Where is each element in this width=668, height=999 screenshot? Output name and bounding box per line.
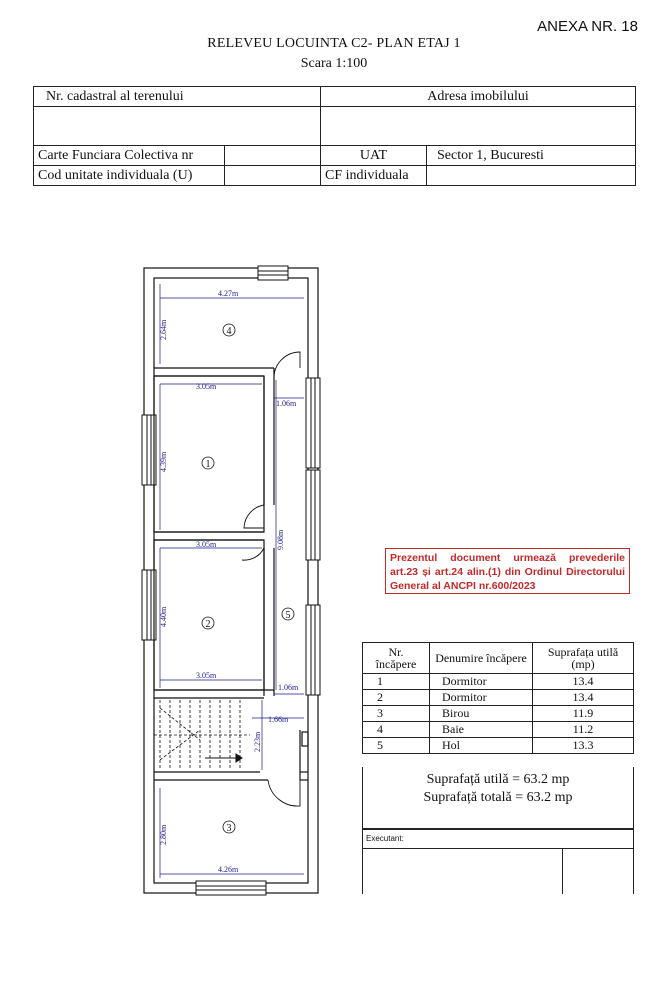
dim-305-c: 3.05m xyxy=(196,671,217,680)
dimension-lines xyxy=(160,284,304,878)
executant-label: Executant: xyxy=(362,829,634,849)
stairs-arrow xyxy=(205,754,242,762)
executant-divider xyxy=(562,849,563,894)
dim-305-b: 3.05m xyxy=(196,540,217,549)
scale-label: Scara 1:100 xyxy=(300,56,368,71)
uat-label: UAT xyxy=(321,146,427,166)
dim-426: 4.26m xyxy=(218,865,239,874)
dim-223: 2.23m xyxy=(253,731,262,752)
room-marker-5: 5 xyxy=(285,610,291,621)
suprafata-utila: Suprafață utilă = 63.2 mp xyxy=(426,772,570,787)
room-marker-4: 4 xyxy=(226,326,232,337)
dim-280: 2.80m xyxy=(159,824,168,845)
table-row: 5 Hol 13.3 xyxy=(363,738,634,754)
annex-number: ANEXA NR. 18 xyxy=(537,18,638,35)
totals-box xyxy=(362,767,634,829)
adresa-label: Adresa imobilului xyxy=(321,87,636,107)
col-area-header: Suprafața utilă (mp) xyxy=(533,643,634,674)
dimension-labels xyxy=(159,289,299,874)
window-right-1 xyxy=(306,378,320,468)
dim-106-b: 1.06m xyxy=(278,683,299,692)
room-marker-1: 1 xyxy=(205,459,211,470)
dim-440: 4.40m xyxy=(159,606,168,627)
dim-439: 4.39m xyxy=(159,451,168,472)
window-right-3 xyxy=(306,605,320,695)
document-title: RELEVEU LOCUINTA C2- PLAN ETAJ 1 xyxy=(207,36,461,51)
ancpi-notice: Prezentul document urmează prevederile art.23 și art.24 alin.(1) din Ordinul Directorului General al ANCPI nr.600/2023 xyxy=(385,548,630,594)
table-row: 3 Birou 11.9 xyxy=(363,706,634,722)
cf-individuala-label: CF individuala xyxy=(321,166,427,186)
cf-colectiva-label: Carte Funciara Colectiva nr xyxy=(34,146,225,166)
outer-walls xyxy=(144,268,318,893)
dim-264: 2.64m xyxy=(159,319,168,340)
room-marker-3: 3 xyxy=(226,823,232,834)
dim-106-a: 1.06m xyxy=(276,399,297,408)
dim-305-a: 3.05m xyxy=(196,382,217,391)
dim-427: 4.27m xyxy=(218,289,239,298)
room-marker-2: 2 xyxy=(205,619,211,630)
nr-cadastral-label: Nr. cadastral al terenului xyxy=(34,87,321,107)
window-top xyxy=(258,266,288,280)
dim-908: 9.08m xyxy=(276,529,285,550)
col-nr-header: Nr. încăpere xyxy=(363,643,430,674)
window-bottom xyxy=(196,881,266,895)
door-swings xyxy=(242,352,300,806)
col-name-header: Denumire încăpere xyxy=(430,643,533,674)
table-row: 1 Dormitor 13.4 xyxy=(363,674,634,690)
table-row: 2 Dormitor 13.4 xyxy=(363,690,634,706)
rooms-table xyxy=(362,642,634,754)
table-row: 4 Baie 11.2 xyxy=(363,722,634,738)
window-right-2 xyxy=(306,470,320,560)
uat-value: Sector 1, Bucuresti xyxy=(427,146,636,166)
suprafata-totala: Suprafață totală = 63.2 mp xyxy=(423,790,573,805)
dim-166: 1.66m xyxy=(268,715,289,724)
cod-unitate-label: Cod unitate individuala (U) xyxy=(34,166,225,186)
